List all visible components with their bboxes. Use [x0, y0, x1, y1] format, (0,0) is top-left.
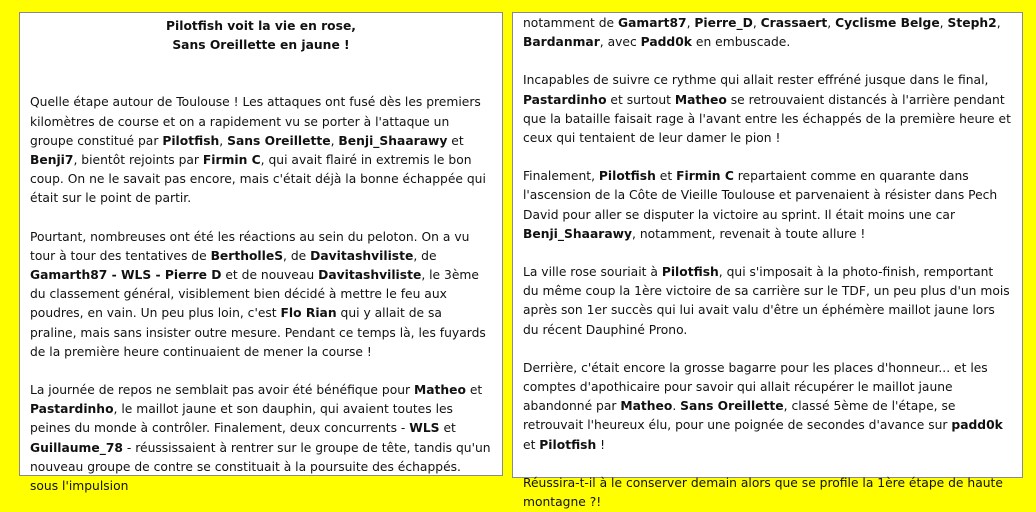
text: qui y allait de sa praline, mais sans insister outre mesure. Pendant ce temps là, les fuyards de la première heure continuaient de mener la course ! — [30, 306, 486, 359]
text: et — [655, 169, 677, 184]
rider-name: Matheo — [620, 399, 673, 414]
text: , de — [413, 248, 437, 263]
rider-name: WLS — [409, 421, 440, 436]
article-title — [30, 17, 492, 55]
rider-name: Bardanmar — [523, 35, 600, 50]
text: La journée de repos ne semblait pas avoir été bénéfique pour — [30, 383, 414, 398]
rider-name: padd0k — [951, 418, 1003, 433]
text: repartaient comme en quarante dans l'ascension de la Côte de Vieille Toulouse et parvenaient à résister dans Pech David pour aller se disputer la victoire au sprint. Il était moins une car — [523, 169, 998, 222]
rider-name: Matheo — [413, 383, 466, 398]
rider-name: Firmin C — [676, 169, 734, 184]
paragraph-2 — [30, 228, 492, 362]
text: Incapables de suivre ce rythme qui allait rester effréné jusque dans le final, — [523, 73, 989, 88]
text: et — [439, 421, 456, 436]
rider-name: Pilotfish — [598, 169, 656, 184]
rider-name: Benji7 — [30, 153, 74, 168]
text: , bientôt rejoints par — [73, 153, 203, 168]
text: notamment de — [523, 16, 619, 30]
rider-name: Steph2 — [947, 16, 997, 30]
rider-name: Firmin C — [202, 153, 261, 168]
left-column — [19, 12, 503, 494]
paragraph-1 — [30, 93, 492, 208]
text: , qui avait flairé in extremis le bon coup. On ne le savait pas encore, mais c'était déjà la bonne échappée qui était sur le point de partir. — [30, 153, 486, 206]
text: , notamment, revenait à toute allure ! — [632, 226, 866, 241]
text: , qui s'imposait à la photo-finish, remportant du même coup la 1ère victoire de sa carrière sur le TDF, un peu plus d'un mois après son 1er succès qui lui avait valu d'être un éphémère maillot jaune lors du récent Dauphiné Prono. — [523, 265, 1010, 337]
text: et — [465, 383, 483, 398]
text: se retrouvaient distancés à l'arrière pendant que la bataille faisait rage à l'avant entre les échappés de la première heure et ceux qui tentaient de leur damer le pion ! — [523, 92, 1011, 146]
text: . — [672, 399, 681, 414]
text: , — [996, 16, 1001, 30]
rider-name: Pilotfish — [162, 133, 220, 148]
rider-name: Guillaume_78 — [30, 440, 123, 455]
rider-name: Cyclisme Belge — [835, 16, 940, 30]
rider-name: Pierre_D — [694, 16, 753, 30]
paragraph-6 — [523, 167, 1012, 244]
rider-name: Benji_Shaarawy — [338, 133, 448, 148]
text: , classé 5ème de l'étape, se retrouvait l'heureux élu, pour une poignée de secondes d'avance sur — [523, 399, 956, 433]
text: , — [827, 16, 836, 30]
rider-name: Gamarth87 - WLS - Pierre D — [30, 268, 222, 283]
text: Réussira-t-il à le conserver demain alors que se profile la 1ère étape de haute montagne ?! — [523, 475, 1003, 510]
text: , — [939, 16, 948, 30]
rider-name: Benji_Shaarawy — [523, 226, 632, 241]
rider-name: Davitashviliste — [310, 248, 414, 263]
text: Pourtant, nombreuses ont été les réactions au sein du peloton. On a vu tour à tour des tentatives de — [30, 229, 470, 263]
rider-name: BertholleS — [210, 248, 284, 263]
rider-name: Sans Oreillette — [227, 133, 331, 148]
paragraph-9 — [523, 474, 1012, 512]
text: , avec — [599, 35, 641, 50]
text: Finalement, — [523, 169, 599, 184]
rider-name: Pilotfish — [539, 437, 597, 452]
rider-name: Pilotfish — [661, 265, 719, 280]
rider-name: Sans Oreillette — [680, 399, 784, 414]
title-line-1: Pilotfish voit la vie en rose, — [166, 19, 356, 33]
text: ! — [596, 437, 606, 452]
text: Derrière, c'était encore la grosse bagarre pour les places d'honneur... et les comptes d'apothicaire pour savoir qui allait récupérer le maillot jaune abandonné par — [523, 360, 988, 414]
text: , — [752, 16, 761, 30]
text: , le maillot jaune et son dauphin, qui avaient toutes les peines du monde à contrôler. Finalement, deux concurrents - — [30, 402, 453, 436]
rider-name: Matheo — [674, 92, 727, 107]
paragraph-7 — [523, 263, 1012, 340]
rider-name: Padd0k — [640, 35, 692, 50]
text: - réussissaient à rentrer sur le groupe de tête, tandis qu'un nouveau groupe de contre se constituait à la poursuite des échappés. sous l'impulsion — [30, 440, 491, 494]
text: et — [523, 437, 540, 452]
title-spacer — [30, 55, 492, 93]
text: , le 3ème du classement général, visiblement bien décidé à mettre le feu aux poudres, en vain. Un peu plus loin, c'est — [30, 268, 479, 321]
paragraph-4 — [523, 14, 1012, 52]
right-column — [512, 12, 1023, 510]
paragraph-8 — [523, 359, 1012, 455]
rider-name: Flo Rian — [280, 306, 337, 321]
text: et — [447, 133, 464, 148]
text: La ville rose souriait à — [523, 265, 662, 280]
rider-name: Pastardinho — [523, 92, 607, 107]
title-line-2: Sans Oreillette en jaune ! — [172, 38, 350, 53]
text: en embuscade. — [691, 35, 791, 50]
text: , — [686, 16, 695, 30]
text: , de — [283, 248, 311, 263]
text: Quelle étape autour de Toulouse ! Les attaques ont fusé dès les premiers kilomètres de course et on a rapidement vu se porter à l'attaque un groupe constitué par — [30, 95, 481, 148]
text: , — [330, 133, 339, 148]
rider-name: Davitashviliste — [318, 268, 422, 283]
rider-name: Crassaert — [760, 16, 828, 30]
rider-name: Pastardinho — [30, 402, 114, 417]
rider-name: Gamart87 — [618, 16, 687, 30]
paragraph-5 — [523, 71, 1012, 148]
text: , — [219, 133, 228, 148]
text: et de nouveau — [221, 268, 319, 283]
paragraph-3 — [30, 381, 492, 496]
text: et surtout — [606, 92, 675, 107]
